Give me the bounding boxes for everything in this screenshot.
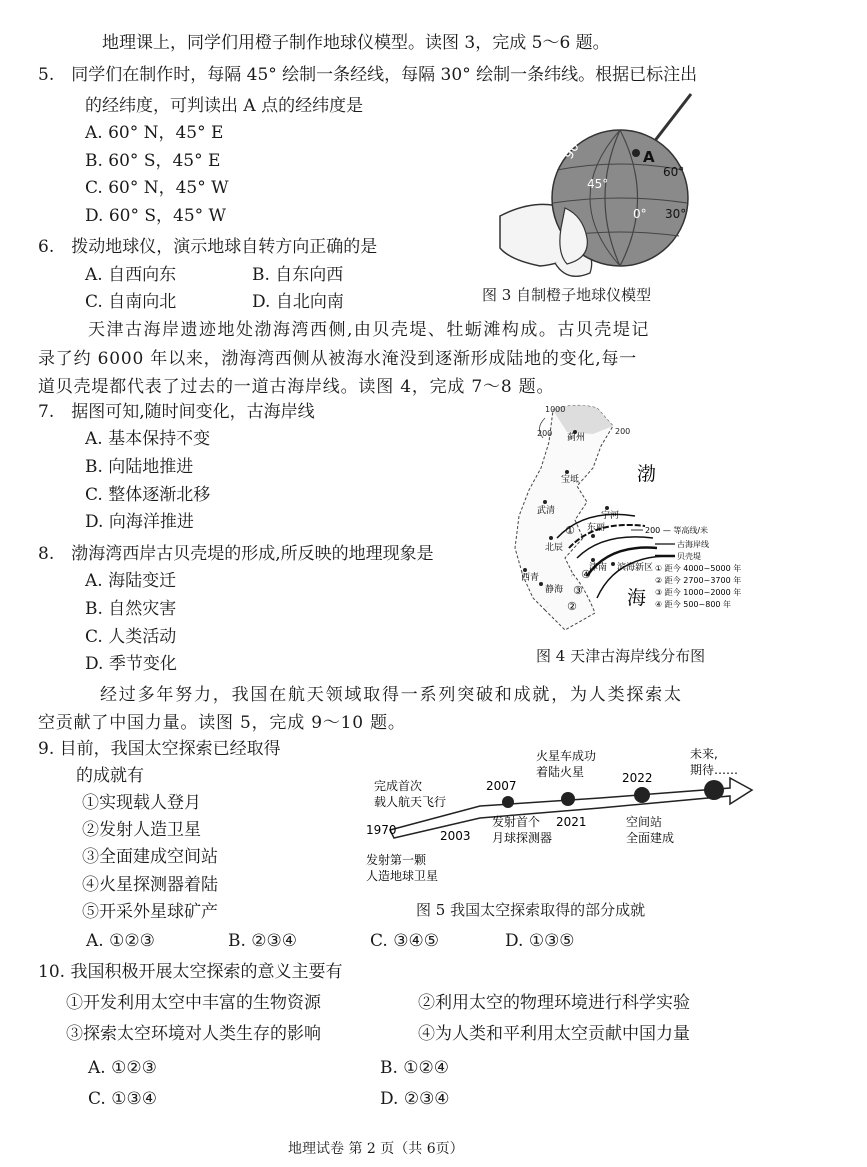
event-lunar-2: 月球探测器 — [492, 831, 553, 845]
label-a: A — [643, 148, 655, 166]
event-satellite-1: 发射第一颗 — [366, 853, 427, 867]
q7-option-a: A. 基本保持不变 — [85, 429, 211, 449]
q8-option-c: C. 人类活动 — [85, 627, 177, 647]
q10-choice-c: C. ①③④ — [88, 1089, 157, 1109]
label-45: 45° — [587, 177, 609, 191]
section1-intro: 地理课上，同学们用橙子制作地球仪模型。读图 3，完成 5～6 题。 — [102, 33, 610, 53]
q5-stem-line2: 的经纬度，可判读出 A 点的经纬度是 — [85, 96, 364, 116]
q9-choice-b: B. ②③④ — [228, 931, 298, 951]
event-manned-flight-2: 载人航天飞行 — [374, 795, 447, 809]
q9-item-5: ⑤开采外星球矿产 — [82, 902, 218, 922]
sea-label-bo: 渤 — [637, 463, 657, 485]
svg-text:① 距今 4000~5000 年: ① 距今 4000~5000 年 — [655, 564, 742, 573]
place-baodi: 宝坻 — [561, 475, 580, 485]
event-station-2: 全面建成 — [626, 831, 675, 845]
event-satellite-2: 人造地球卫星 — [366, 869, 439, 883]
event-manned-flight-1: 完成首次 — [374, 779, 423, 793]
q10-choice-a: A. ①②③ — [88, 1058, 157, 1078]
figure-5-timeline — [360, 738, 760, 898]
page-footer: 地理试卷 第 2 页（共 6页） — [288, 1141, 464, 1157]
q5-option-c: C. 60° N，45° W — [85, 178, 229, 198]
q8-option-a: A. 海陆变迁 — [85, 571, 177, 591]
q5-option-b: B. 60° S，45° E — [85, 151, 221, 171]
q10-item-4: ④为人类和平利用太空贡献中国力量 — [418, 1024, 690, 1044]
q10-item-1: ①开发利用太空中丰富的生物资源 — [66, 993, 321, 1013]
q8-option-d: D. 季节变化 — [85, 654, 177, 674]
q10-choice-b: B. ①②④ — [380, 1058, 450, 1078]
q9-stem-line1: 9. 目前，我国太空探索已经取得 — [38, 739, 281, 759]
q6-stem: 6. 拨动地球仪，演示地球自转方向正确的是 — [38, 237, 378, 257]
q9-choice-a: A. ①②③ — [86, 931, 155, 951]
year-2003: 2003 — [440, 829, 471, 843]
label-60: 60° — [663, 165, 685, 179]
label-90: 90° — [561, 134, 586, 162]
place-jizhou: 蓟州 — [567, 433, 586, 443]
event-station-1: 空间站 — [626, 815, 663, 829]
q9-item-2: ②发射人造卫星 — [82, 820, 201, 840]
event-future-2: 期待…… — [690, 763, 739, 777]
year-2021: 2021 — [556, 815, 587, 829]
section3-intro-line2: 空贡献了中国力量。读图 5，完成 9～10 题。 — [38, 713, 406, 733]
contour-1000: 1000 — [545, 405, 566, 414]
marker-1: ① — [565, 524, 575, 537]
q10-choice-d: D. ②③④ — [380, 1089, 450, 1109]
year-2007: 2007 — [486, 779, 517, 793]
figure-3-caption: 图 3 自制橙子地球仪模型 — [482, 286, 652, 304]
figure-5-caption: 图 5 我国太空探索取得的部分成就 — [416, 901, 646, 919]
svg-text:③ 距今 1000~2000 年: ③ 距今 1000~2000 年 — [655, 588, 742, 597]
q7-option-c: C. 整体逐渐北移 — [85, 485, 211, 505]
q8-option-b: B. 自然灾害 — [85, 599, 177, 619]
q9-item-1: ①实现载人登月 — [82, 793, 201, 813]
svg-text:古海岸线: 古海岸线 — [677, 540, 709, 549]
event-future-1: 未来, — [690, 747, 718, 761]
figure-4-caption: 图 4 天津古海岸线分布图 — [536, 647, 706, 665]
q9-choice-d: D. ①③⑤ — [505, 931, 575, 951]
year-2022: 2022 — [622, 771, 653, 785]
q9-choice-c: C. ③④⑤ — [370, 931, 439, 951]
figure-3-orange-globe — [495, 88, 725, 288]
q10-item-2: ②利用太空的物理环境进行科学实验 — [418, 993, 690, 1013]
q6-option-c: C. 自南向北 — [85, 292, 177, 312]
marker-4: ④ — [581, 568, 591, 581]
sea-label-hai: 海 — [627, 587, 647, 609]
contour-200-left: 200 — [537, 429, 553, 438]
year-1970: 1970 — [366, 823, 397, 837]
svg-text:200 — 等高线/米: 200 — 等高线/米 — [645, 526, 709, 535]
event-mars-1: 火星车成功 — [536, 749, 597, 763]
q5-option-a: A. 60° N，45° E — [85, 123, 224, 143]
figure-4-coastline-map — [505, 398, 765, 643]
place-jinghai: 静海 — [545, 585, 564, 595]
q10-item-3: ③探索太空环境对人类生存的影响 — [66, 1024, 321, 1044]
q5-stem-line1: 5. 同学们在制作时，每隔 45° 绘制一条经线，每隔 30° 绘制一条纬线。根据已标注出 — [38, 65, 698, 85]
svg-text:② 距今 2700~3700 年: ② 距今 2700~3700 年 — [655, 576, 742, 585]
q5-option-d: D. 60° S，45° W — [85, 206, 227, 226]
event-mars-2: 着陆火星 — [536, 765, 585, 779]
q6-option-a: A. 自西向东 — [85, 265, 177, 285]
section3-intro-line1: 经过多年努力，我国在航天领域取得一系列突破和成就，为人类探索太 — [100, 685, 683, 705]
q6-option-b: B. 自东向西 — [252, 265, 344, 285]
place-binhai: 滨海新区 — [617, 563, 654, 573]
marker-2: ② — [567, 600, 577, 613]
q9-item-3: ③全面建成空间站 — [82, 847, 218, 867]
place-ninghe: 宁河 — [601, 511, 620, 521]
point-a-marker — [632, 149, 640, 157]
label-0: 0° — [633, 207, 647, 221]
q10-stem: 10. 我国积极开展太空探索的意义主要有 — [38, 962, 343, 982]
place-wuqing: 武清 — [537, 506, 556, 516]
section2-intro-line1: 天津古海岸遗迹地处渤海湾西侧,由贝壳堤、牡蛎滩构成。古贝壳堤记 — [88, 320, 650, 340]
marker-3: ③ — [573, 584, 583, 597]
q7-option-d: D. 向海洋推进 — [85, 512, 194, 532]
contour-200-right: 200 — [615, 427, 631, 436]
q7-option-b: B. 向陆地推进 — [85, 457, 194, 477]
q8-stem: 8. 渤海湾西岸古贝壳堤的形成,所反映的地理现象是 — [38, 544, 434, 564]
q6-option-d: D. 自北向南 — [252, 292, 344, 312]
event-lunar-1: 发射首个 — [492, 815, 541, 829]
section2-intro-line2: 录了约 6000 年以来，渤海湾西侧从被海水淹没到逐渐形成陆地的变化,每一 — [38, 349, 638, 369]
place-jinnan: 津南 — [589, 563, 608, 573]
section2-intro-line3: 道贝壳堤都代表了过去的一道古海岸线。读图 4，完成 7～8 题。 — [38, 377, 555, 397]
label-30: 30° — [665, 207, 687, 221]
svg-text:④ 距今 500~800 年: ④ 距今 500~800 年 — [655, 600, 732, 609]
q9-item-4: ④火星探测器着陆 — [82, 875, 218, 895]
place-xiqing: 西青 — [521, 573, 540, 583]
svg-text:贝壳堤: 贝壳堤 — [677, 552, 701, 561]
place-dongli: 东丽 — [587, 523, 606, 533]
q7-stem: 7. 据图可知,随时间变化，古海岸线 — [38, 402, 315, 422]
place-beichen: 北辰 — [545, 543, 564, 553]
q9-stem-line2: 的成就有 — [76, 766, 144, 786]
